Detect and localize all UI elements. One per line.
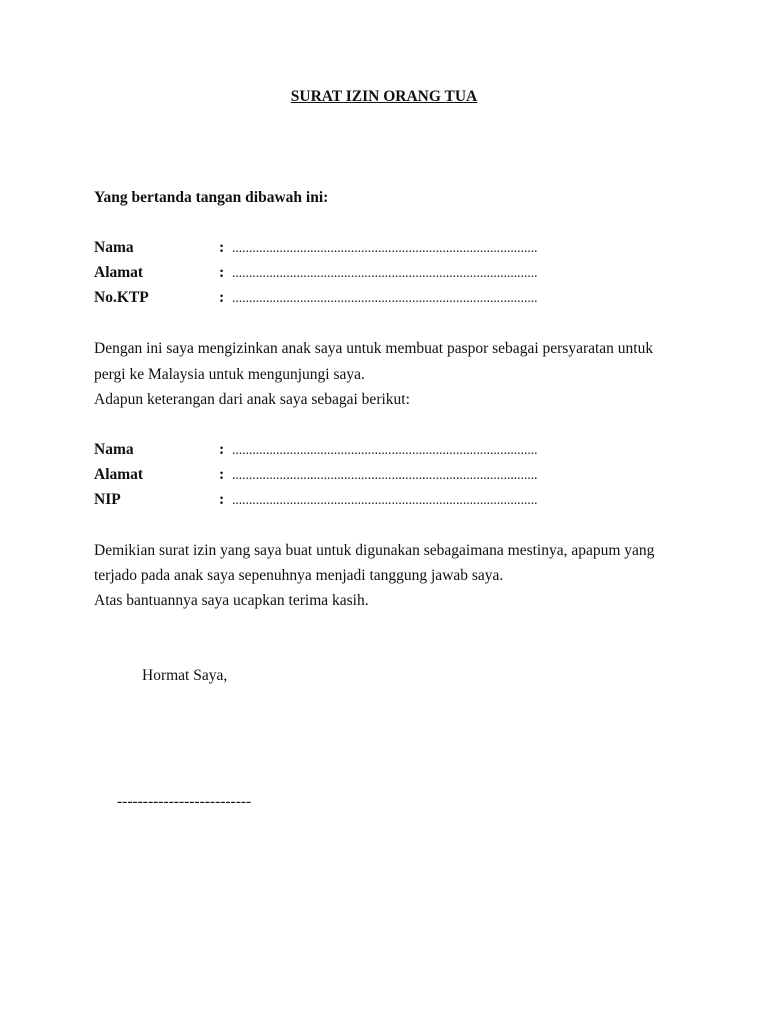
parent-address-blank: .......................................................................................... xyxy=(232,265,538,280)
closing-line-2: terjado pada anak saya sepenuhnya menjadi tanggung jawab saya. xyxy=(94,567,504,584)
child-nip-blank: .......................................................................................... xyxy=(232,492,538,507)
salutation: Hormat Saya, xyxy=(142,667,228,684)
child-name-colon: : xyxy=(219,441,225,458)
signature-line: -------------------------- xyxy=(117,793,252,810)
parent-address-label: Alamat xyxy=(94,264,144,281)
document-title: SURAT IZIN ORANG TUA xyxy=(290,88,478,105)
parent-name-colon: : xyxy=(219,239,225,256)
body-line-2: pergi ke Malaysia untuk mengunjungi saya. xyxy=(94,366,365,383)
parent-address-colon: : xyxy=(219,264,225,281)
child-name-blank: .......................................................................................... xyxy=(232,442,538,457)
child-address-blank: .......................................................................................... xyxy=(232,467,538,482)
parent-ktp-colon: : xyxy=(219,289,225,306)
body-line-1: Dengan ini saya mengizinkan anak saya untuk membuat paspor sebagai persyaratan untuk xyxy=(94,340,654,357)
parent-name-label: Nama xyxy=(94,239,134,256)
body-line-3: Adapun keterangan dari anak saya sebagai berikut: xyxy=(94,391,410,408)
parent-ktp-label: No.KTP xyxy=(94,289,149,306)
child-nip-label: NIP xyxy=(94,491,121,508)
parent-name-blank: .......................................................................................... xyxy=(232,240,538,255)
child-nip-colon: : xyxy=(219,491,225,508)
child-name-label: Nama xyxy=(94,441,134,458)
intro-text: Yang bertanda tangan dibawah ini: xyxy=(94,189,329,206)
closing-line-1: Demikian surat izin yang saya buat untuk digunakan sebagaimana mestinya, apapum yang xyxy=(94,542,655,559)
parent-ktp-blank: .......................................................................................... xyxy=(232,290,538,305)
child-address-colon: : xyxy=(219,466,225,483)
child-address-label: Alamat xyxy=(94,466,144,483)
closing-line-3: Atas bantuannya saya ucapkan terima kasih. xyxy=(94,592,369,609)
